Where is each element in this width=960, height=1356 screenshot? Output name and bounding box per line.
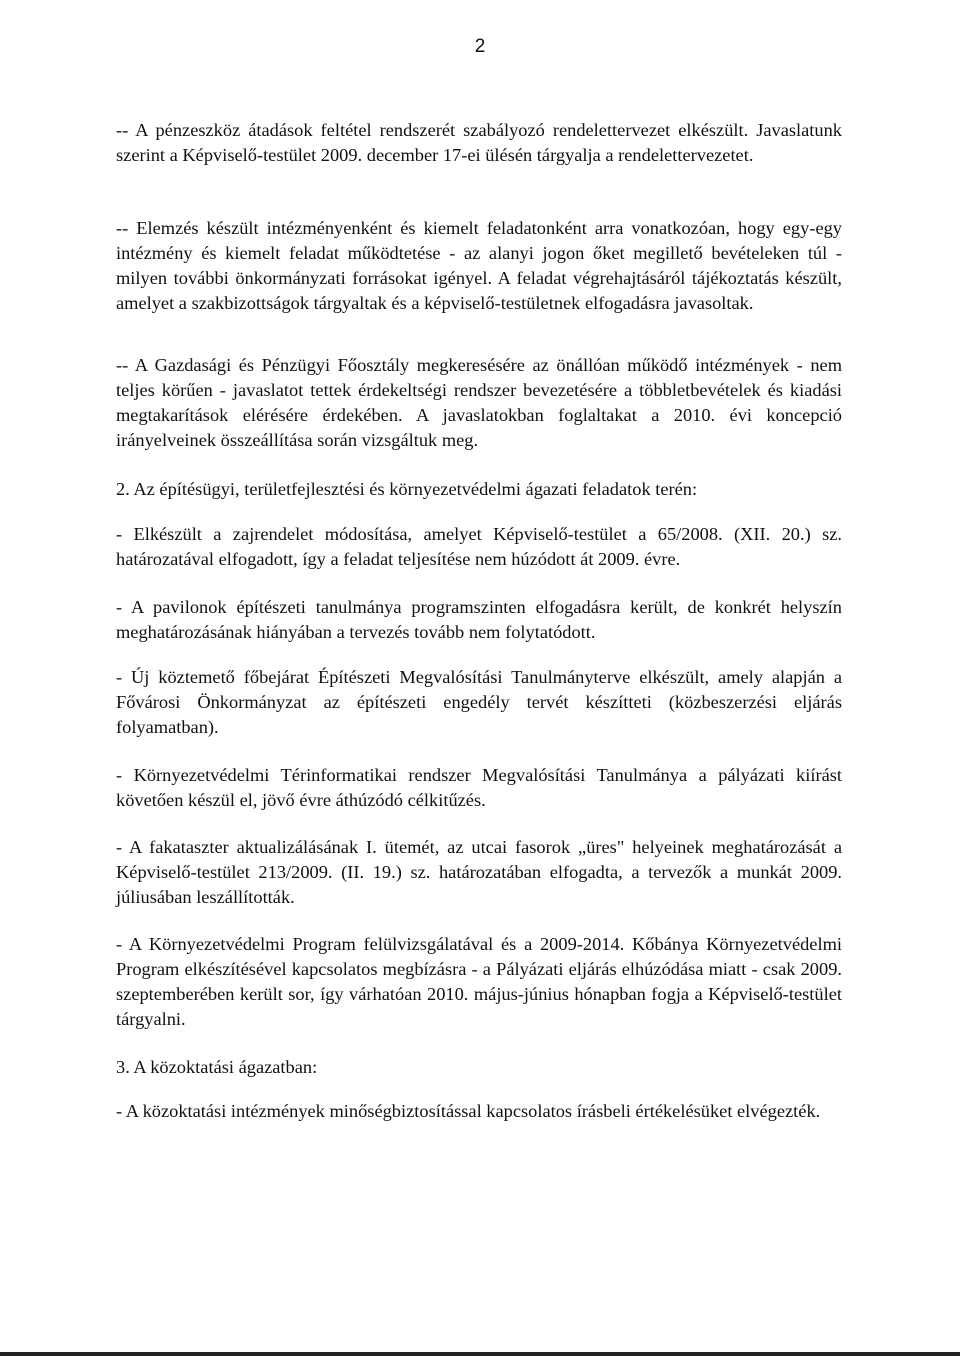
- paragraph-minosegbiztositas: - A közoktatási intézmények minőségbiztosítással kapcsolatos írásbeli értékelésüket elvégezték.: [116, 1101, 821, 1121]
- paragraph-elemzes: -- Elemzés készült intézményenként és kiemelt feladatonként arra vonatkozóan, hogy egy-egy intézmény és kiemelt feladat működtetése - az alanyi jogon őket megillető bevételeken túl - milyen további önkormányzati forrásokat igényel. A feladat végrehajtásáról tájékoztatás készült, amelyet a szakbizottságok tárgyaltak és a képviselő-testületnek elfogadásra javasoltak.: [116, 218, 842, 313]
- heading-kozoktatasi: 3. A közoktatási ágazatban:: [116, 1057, 318, 1077]
- page-bottom-border: [0, 1352, 960, 1356]
- page-number: 2: [474, 36, 486, 57]
- heading-epitesugyi: 2. Az építésügyi, területfejlesztési és környezetvédelmi ágazati feladatok terén:: [116, 479, 698, 499]
- paragraph-pavilonok: - A pavilonok építészeti tanulmánya programszinten elfogadásra került, de konkrét helyszín meghatározásának hiányában a tervezés tovább nem folytatódott.: [116, 597, 842, 642]
- paragraph-gazdasagi: -- A Gazdasági és Pénzügyi Főosztály megkeresésére az önállóan működő intézmények - nem teljes körűen - javaslatot tettek érdekeltségi rendszer bevezetésére a többletbevételek és kiadási megtakarítások elérésére érdekében. A javaslatokban foglaltakat a 2010. évi koncepció irányelveinek összeállítása során vizsgáltuk meg.: [116, 355, 842, 450]
- paragraph-zajrendelet: - Elkészült a zajrendelet módosítása, amelyet Képviselő-testület a 65/2008. (XII. 20.) sz. határozatával elfogadott, így a feladat teljesítése nem húzódott át 2009. évre.: [116, 524, 842, 569]
- paragraph-kornyezetvedelmi-program: - A Környezetvédelmi Program felülvizsgálatával és a 2009-2014. Kőbánya Környezetvédelmi Program elkészítésével kapcsolatos megbízásra - a Pályázati eljárás elhúzódása miatt - csak 2009. szeptemberében került sor, így várhatóan 2010. május-június hónapban fogja a Képviselő-testület tárgyalni.: [116, 934, 842, 1029]
- paragraph-terinformatikai: - Környezetvédelmi Térinformatikai rendszer Megvalósítási Tanulmánya a pályázati kiírást követően készül el, jövő évre áthúzódó célkitűzés.: [116, 765, 842, 810]
- paragraph-penzeszkoz: -- A pénzeszköz átadások feltétel rendszerét szabályozó rendelettervezet elkészült. Javaslatunk szerint a Képviselő-testület 2009. december 17-ei ülésén tárgyalja a rendelettervezetet.: [116, 120, 842, 165]
- paragraph-fakataszter: - A fakataszter aktualizálásának I. ütemét, az utcai fasorok „üres" helyeinek meghatározását a Képviselő-testület 213/2009. (II. 19.) sz. határozatában elfogadta, a tervezők a munkát 2009. júliusában leszállították.: [116, 837, 842, 907]
- paragraph-koztemeto: - Új köztemető főbejárat Építészeti Megvalósítási Tanulmányterve elkészült, amely alapján a Fővárosi Önkormányzat az építészeti engedély tervét készítteti (közbeszerzési eljárás folyamatban).: [116, 667, 842, 737]
